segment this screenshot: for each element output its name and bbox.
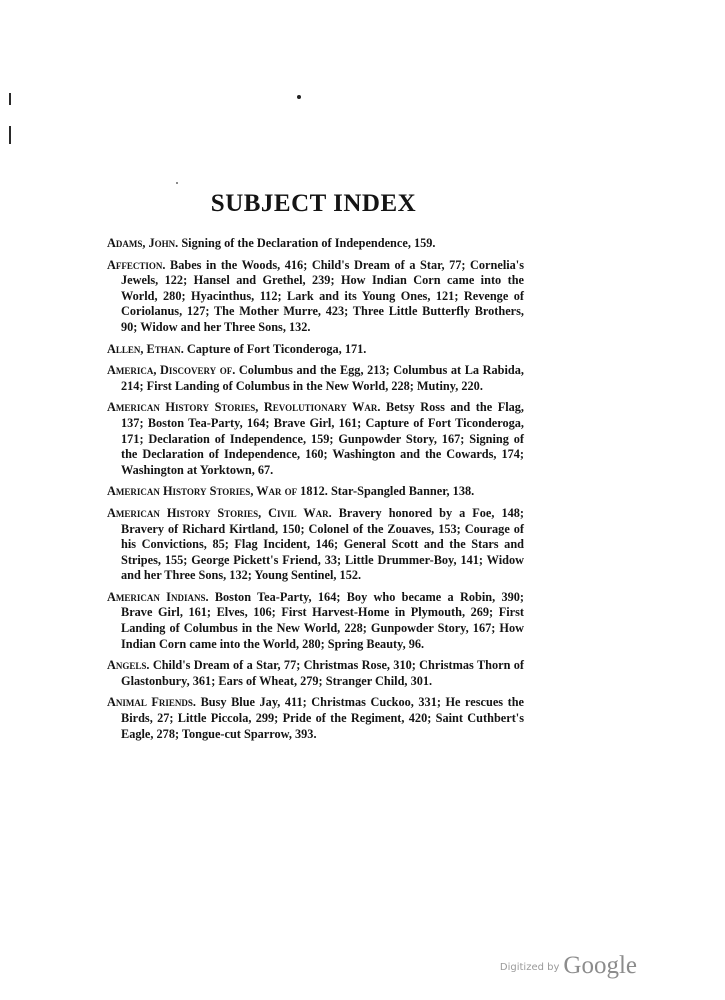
subject-index-list	[107, 236, 524, 748]
scan-margin-mark	[9, 93, 11, 105]
watermark-prefix: Digitized by	[499, 962, 560, 973]
entry-heading: American History Stories, War of 1812.	[107, 484, 328, 499]
entry-references: Child's Dream of a Star, 77; Christmas Rose, 310; Christmas Thorn of Glastonbury, 361; Ears of Wheat, 279; Stranger Child, 301.	[121, 658, 525, 688]
entry-references: Capture of Fort Ticonderoga, 171.	[186, 341, 367, 356]
entry-references: Columbus and the Egg, 213; Columbus at La Rabida, 214; First Landing of Columbus in the New World, 228; Mutiny, 220.	[121, 363, 524, 393]
index-entry	[107, 484, 524, 500]
index-entry	[107, 342, 524, 358]
index-entry	[107, 506, 524, 584]
entry-heading: Affection.	[107, 257, 166, 272]
index-entry	[107, 695, 524, 742]
entry-references: Busy Blue Jay, 411; Christmas Cuckoo, 331; He rescues the Birds, 27; Little Piccola, 299; Pride of the Regiment, 420; Saint Cuthbert's Eagle, 278; Tongue-cut Sparrow, 393.	[121, 695, 524, 741]
entry-references: Signing of the Declaration of Independence, 159.	[181, 236, 436, 250]
entry-heading: Animal Friends.	[107, 695, 197, 710]
index-entry	[107, 236, 524, 252]
index-entry	[107, 363, 524, 394]
entry-references: Babes in the Woods, 416; Child's Dream of a Star, 77; Cornelia's Jewels, 122; Hansel and Grethel, 239; How Indian Corn came into the World, 280; Hyacinthus, 112; Lark and its Young Ones, 121; Revenge of Coriolanus, 127; The Mother Murre, 423; Three Little Butterfly Brothers, 90; Widow and her Three Sons, 132.	[121, 257, 524, 334]
entry-heading: American History Stories, Civil War.	[107, 505, 332, 520]
entry-references: Betsy Ross and the Flag, 137; Boston Tea-Party, 164; Brave Girl, 161; Capture of Fort Ticonderoga, 171; Declaration of Independence, 159; Gunpowder Story, 167; Signing of the Declaration of Independence, 160; Washington and the Cowards, 174; Washington at Yorktown, 67.	[121, 400, 525, 477]
entry-heading: Allen, Ethan.	[107, 341, 184, 356]
index-entry	[107, 258, 524, 336]
index-entry	[107, 658, 524, 689]
entry-references: Bravery honored by a Foe, 148; Bravery of Richard Kirtland, 150; Colonel of the Zouaves, 153; Courage of his Convictions, 85; Flag Incident, 146; General Scott and the Stars and Stripes, 155; George Pickett's Friend, 33; Little Drummer-Boy, 141; Widow and her Three Sons, 132; Young Sentinel, 152.	[121, 505, 524, 583]
entry-heading: Angels.	[107, 658, 150, 673]
entry-heading: Adams, John.	[107, 236, 179, 250]
index-entry	[107, 590, 524, 652]
scan-margin-mark	[9, 126, 11, 144]
digitized-watermark	[500, 952, 637, 980]
index-entry	[107, 400, 524, 478]
entry-references: Star-Spangled Banner, 138.	[330, 484, 475, 499]
google-logo: Google	[563, 952, 637, 979]
ink-speck	[297, 95, 301, 99]
entry-references: Boston Tea-Party, 164; Boy who became a Robin, 390; Brave Girl, 161; Elves, 106; First Harvest-Home in Plymouth, 269; First Landing of Columbus in the New World, 228; Gunpowder Story, 167; How Indian Corn came into the World, 280; Spring Beauty, 96.	[121, 589, 524, 651]
entry-heading: America, Discovery of.	[107, 363, 236, 378]
entry-heading: American History Stories, Revolutionary War.	[107, 400, 381, 415]
ink-speck	[176, 182, 178, 184]
entry-heading: American Indians.	[107, 589, 209, 604]
page-title: SUBJECT INDEX	[210, 190, 417, 217]
